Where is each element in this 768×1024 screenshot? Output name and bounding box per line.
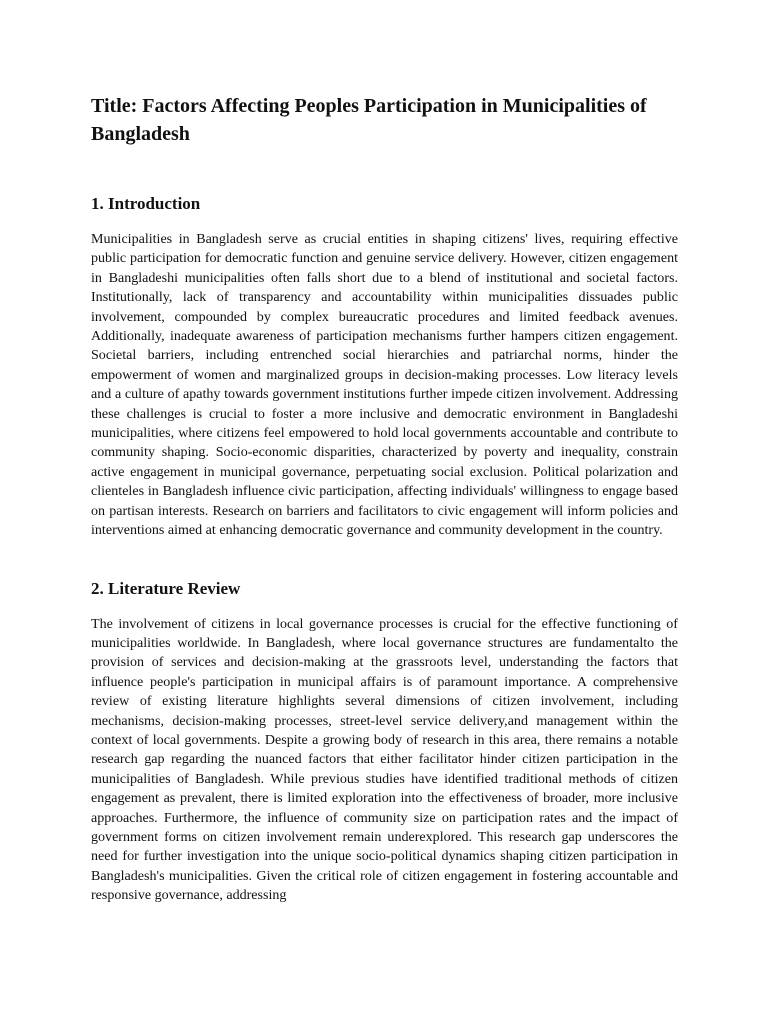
- section-body-introduction: Municipalities in Bangladesh serve as crucial entities in shaping citizens' lives, requiring effective public participation for democratic function and genuine service delivery. However, citizen engagement in Bangladeshi municipalities often falls short due to a blend of institutional and societal factors. Institutionally, lack of transparency and accountability within municipalities dissuades public involvement, compounded by complex bureaucratic procedures and limited feedback avenues. Additionally, inadequate awareness of participation mechanisms further hampers citizen engagement. Societal barriers, including entrenched social hierarchies and patriarchal norms, hinder the empowerment of women and marginalized groups in decision-making processes. Low literacy levels and a culture of apathy towards government institutions further impede citizen involvement. Addressing these challenges is crucial to foster a more inclusive and democratic environment in Bangladeshi municipalities, where citizens feel empowered to hold local governments accountable and contribute to community shaping. Socio-economic disparities, characterized by poverty and inequality, constrain active engagement in municipal governance, perpetuating social exclusion. Political polarization and clienteles in Bangladesh influence civic participation, affecting individuals' willingness to engage based on partisan interests. Research on barriers and facilitators to civic engagement will inform policies and interventions aimed at enhancing democratic governance and community development in the country.: [91, 231, 678, 539]
- section-body-literature-review: The involvement of citizens in local governance processes is crucial for the effective functioning of municipalities worldwide. In Bangladesh, where local governance structures are fundamentalto the provision of services and decision-making at the grassroots level, understanding the factors that influence people's participation in municipal affairs is of paramount importance. A comprehensive review of existing literature highlights several dimensions of citizen involvement, including mechanisms, decision-making processes, street-level service delivery,and management within the context of local governments. Despite a growing body of research in this area, there remains a notable research gap regarding the nuanced factors that either facilitator hinder citizen participation in the municipalities of Bangladesh. While previous studies have identified traditional methods of citizen engagement as prevalent, there is limited exploration into the effectiveness of broader, more inclusive approaches. Furthermore, the influence of community size on participation rates and the impact of government forms on citizen involvement remain underexplored. This research gap underscores the need for further investigation into the unique socio-political dynamics shaping citizen participation in Bangladesh's municipalities. Given the critical role of citizen engagement in fostering accountable and responsive governance, addressing: [91, 615, 678, 904]
- section-heading-literature-review: 2. Literature Review: [91, 578, 241, 598]
- document-page: [91, 92, 678, 906]
- document-title: Title: Factors Affecting Peoples Participation in Municipalities of Bangladesh: [91, 95, 647, 145]
- section-heading-introduction: 1. Introduction: [91, 194, 201, 213]
